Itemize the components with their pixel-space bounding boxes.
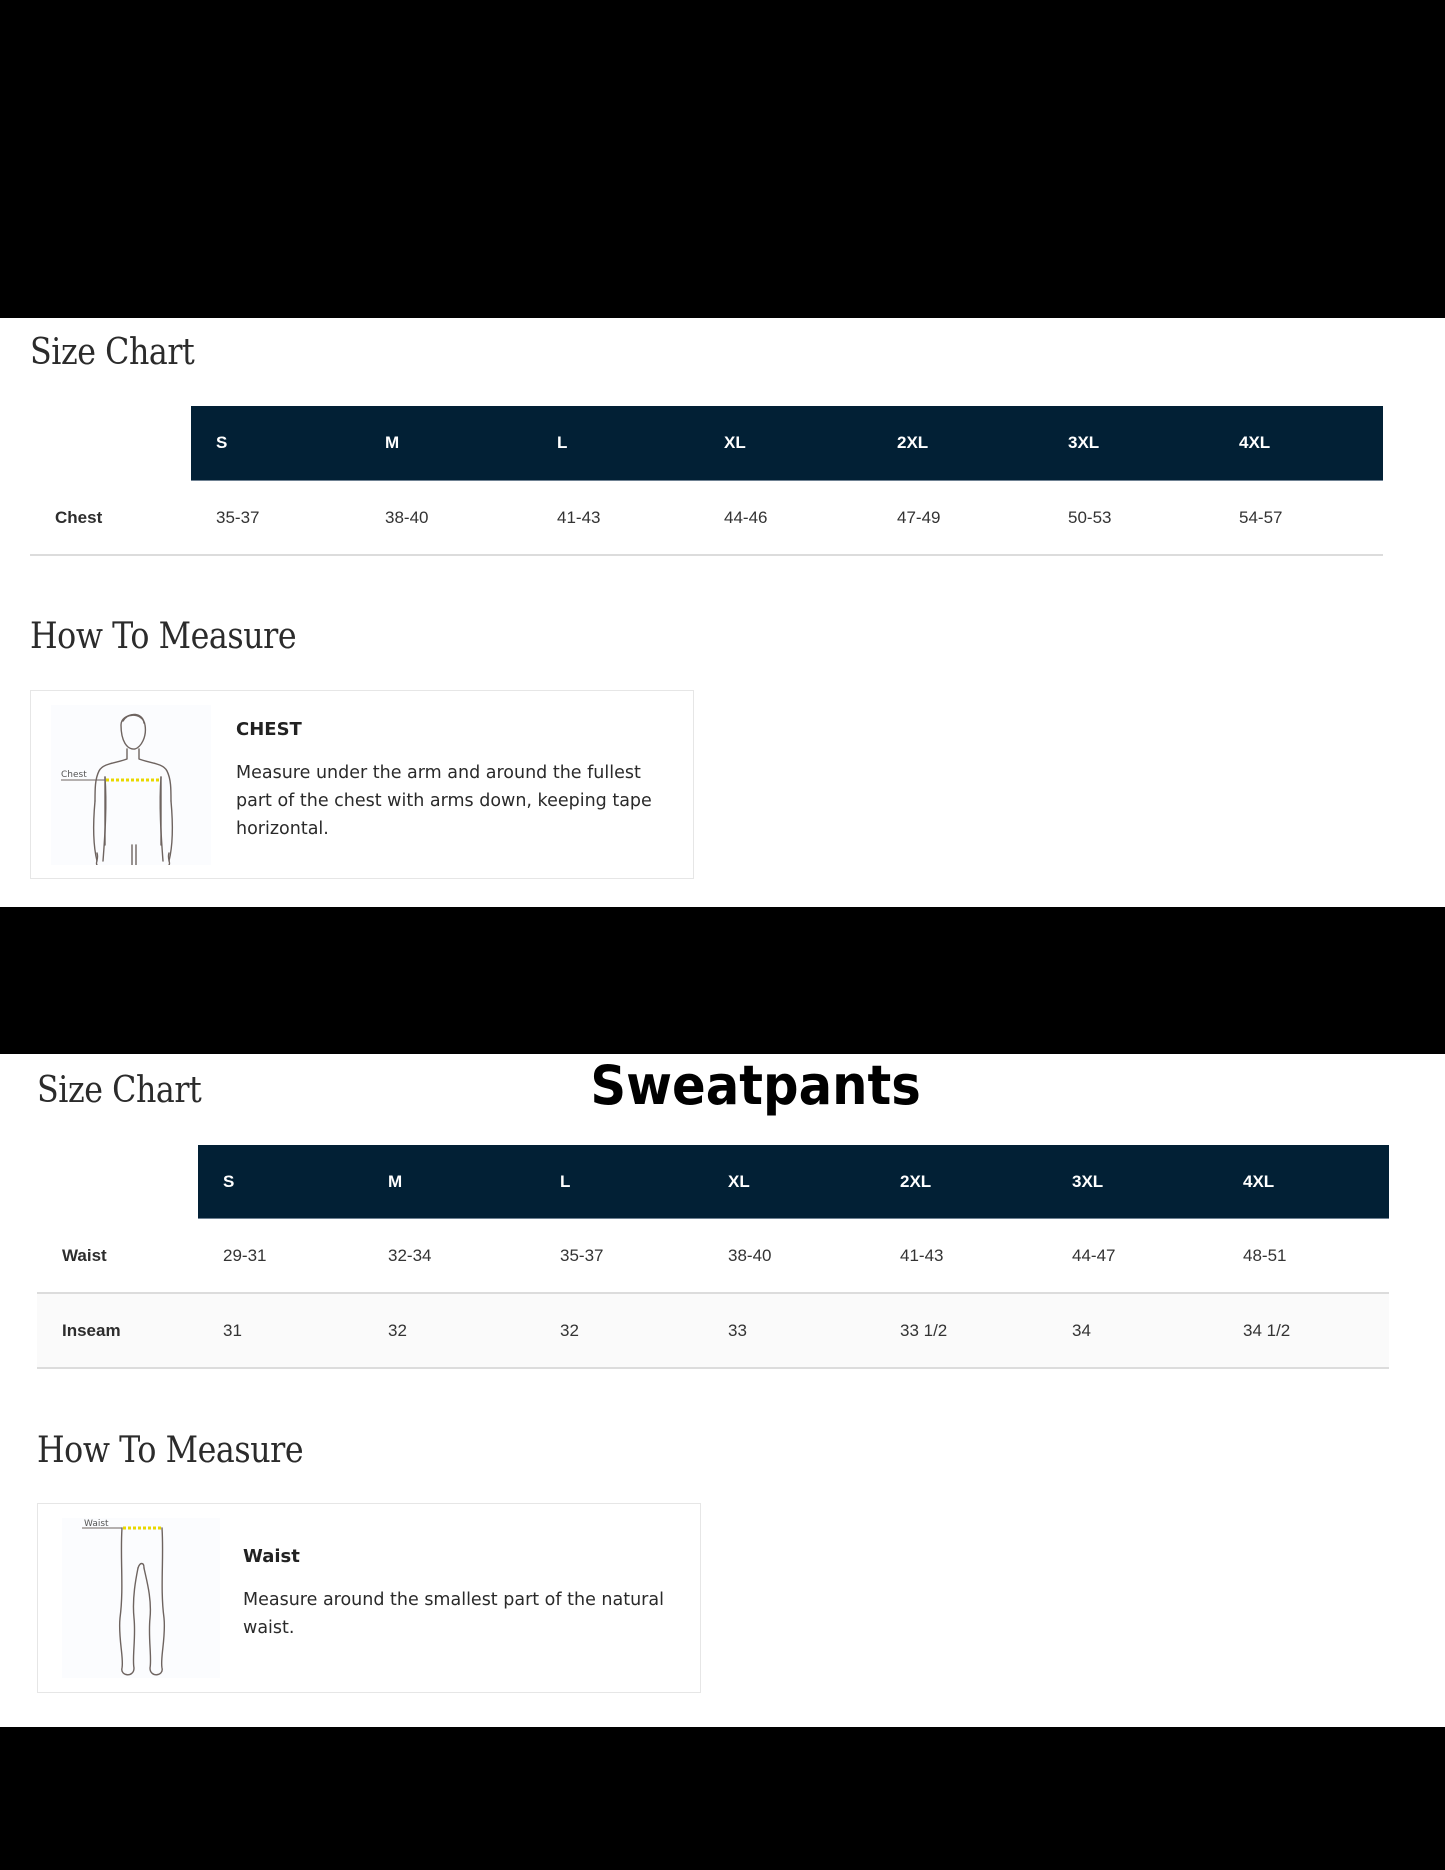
size-col-xl: XL (728, 1171, 750, 1191)
cell-chest-4xl: 54-57 (1239, 507, 1283, 527)
size-header-row (198, 1145, 1389, 1219)
svg-text:Chest: Chest (61, 770, 87, 780)
cell-chest-xl: 44-46 (724, 507, 768, 527)
size-col-l: L (560, 1171, 571, 1191)
sweatpants-size-chart-panel (0, 1054, 1445, 1727)
size-col-s: S (223, 1171, 235, 1191)
row-label-inseam: Inseam (62, 1320, 121, 1340)
cell-chest-2xl: 47-49 (897, 507, 941, 527)
svg-text:Waist: Waist (84, 1519, 109, 1529)
how-to-measure-title: How To Measure (37, 1430, 304, 1471)
upper-body-chest-measure-icon (51, 705, 211, 865)
size-col-l: L (557, 433, 568, 452)
cell-chest-l: 41-43 (557, 507, 601, 527)
how-to-measure-title: How To Measure (30, 616, 297, 657)
measure-card-heading: CHEST (236, 719, 302, 740)
cell-waist-3xl: 44-47 (1072, 1245, 1116, 1265)
size-col-4xl: 4XL (1239, 433, 1271, 452)
size-col-3xl: 3XL (1068, 433, 1100, 452)
table-row-waist (37, 1219, 1389, 1294)
cell-waist-xl: 38-40 (728, 1245, 772, 1265)
cell-inseam-2xl: 33 1/2 (900, 1320, 948, 1340)
cell-chest-s: 35-37 (216, 507, 260, 527)
product-title: Sweatpants (590, 1054, 921, 1117)
size-col-xl: XL (724, 433, 746, 452)
measure-card-waist (37, 1503, 701, 1693)
table-row-chest (30, 481, 1383, 556)
size-chart-title: Size Chart (37, 1070, 202, 1111)
cell-waist-s: 29-31 (223, 1245, 267, 1265)
table-row-inseam (37, 1294, 1389, 1369)
middle-black-band (0, 907, 1445, 1054)
cell-chest-3xl: 50-53 (1068, 507, 1112, 527)
top-size-chart-panel (0, 318, 1445, 907)
cell-inseam-4xl: 34 1/2 (1243, 1320, 1291, 1340)
size-col-3xl: 3XL (1072, 1171, 1104, 1191)
cell-chest-m: 38-40 (385, 507, 429, 527)
size-col-2xl: 2XL (900, 1171, 932, 1191)
cell-waist-4xl: 48-51 (1243, 1245, 1287, 1265)
cell-waist-m: 32-34 (388, 1245, 432, 1265)
cell-inseam-3xl: 34 (1072, 1320, 1091, 1340)
measure-card-description: Measure under the arm and around the fullest part of the chest with arms down, keeping tape horizontal. (236, 763, 652, 839)
bottom-black-band (0, 1727, 1445, 1870)
cell-waist-l: 35-37 (560, 1245, 604, 1265)
cell-inseam-s: 31 (223, 1320, 242, 1340)
size-col-m: M (388, 1171, 403, 1191)
row-label-waist: Waist (62, 1245, 107, 1265)
measure-card-heading: Waist (243, 1546, 300, 1567)
cell-waist-2xl: 41-43 (900, 1245, 944, 1265)
size-col-2xl: 2XL (897, 433, 929, 452)
cell-inseam-xl: 33 (728, 1320, 747, 1340)
legs-waist-measure-icon (62, 1518, 220, 1678)
cell-inseam-l: 32 (560, 1320, 579, 1340)
row-label-chest: Chest (55, 507, 103, 527)
size-col-4xl: 4XL (1243, 1171, 1275, 1191)
size-col-s: S (216, 433, 228, 452)
top-black-band (0, 0, 1445, 318)
size-chart-title: Size Chart (30, 332, 195, 373)
cell-inseam-m: 32 (388, 1320, 407, 1340)
measure-card-chest (30, 690, 694, 879)
size-header-row (191, 406, 1383, 481)
measure-card-description: Measure around the smallest part of the natural waist. (243, 1590, 664, 1638)
size-col-m: M (385, 433, 400, 452)
